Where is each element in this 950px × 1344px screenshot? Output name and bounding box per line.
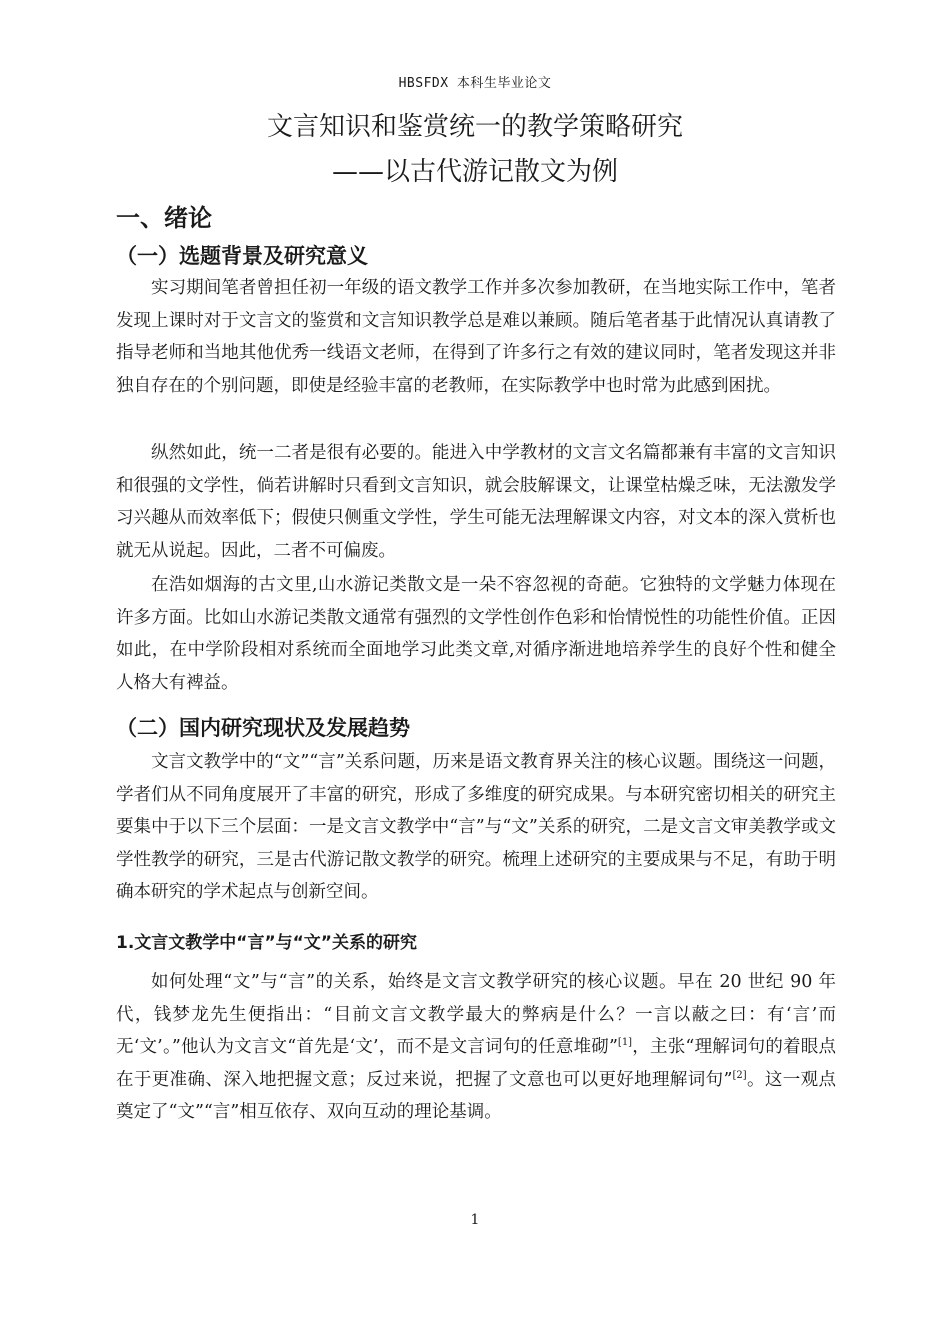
citation-ref-2: [2] — [732, 1069, 747, 1081]
subsubsection-heading-yan-wen: 1.文言文教学中“言”与“文”关系的研究 — [116, 933, 417, 953]
paragraph-background-3: 在浩如烟海的古文里,山水游记类散文是一朵不容忽视的奇葩。它独特的文学魅力体现在许多方面。比如山水游记类散文通常有强烈的文学性创作色彩和怡情悦性的功能性价值。正因如此，在中学阶段相对系统而全面地学习此类文章,对循序渐进地培养学生的良好个性和健全人格大有裨益。 — [116, 575, 836, 693]
paragraph-text-part3: 。这一观点奠定了“文”“言”相互依存、双向互动的理论基调。 — [116, 1069, 836, 1123]
page-number: 1 — [470, 1212, 480, 1228]
paragraph-text-part1: 如何处理“文”与“言”的关系，始终是文言文教学研究的核心议题。早在 20 世纪 90 年代，钱梦龙先生便指出：“目前文言文教学最大的弊病是什么？一言以蔽之曰：有‘言’而无‘文’。”他认为文言文“首先是‘文’，而不是文言词句的任意堆砌” — [116, 972, 836, 1058]
subsection-heading-background: （一）选题背景及研究意义 — [116, 244, 368, 268]
paragraph-background-2: 纵然如此，统一二者是很有必要的。能进入中学教材的文言文名篇都兼有丰富的文言知识和很强的文学性，倘若讲解时只看到文言知识，就会肢解课文，让课堂枯燥乏味，无法激发学习兴趣从而效率低下；假使只侧重文学性，学生可能无法理解课文内容，对文本的深入赏析也就无从说起。因此，二者不可偏废。 — [116, 443, 836, 561]
paragraph-yan-wen — [116, 966, 836, 1129]
paragraph-text-part2: ，主张“理解词句的着眼点在于更准确、深入地把握文意；反过来说，把握了文意也可以更好地理解词句” — [116, 1037, 837, 1090]
running-header: HBSFDX 本科生毕业论文 — [398, 76, 552, 91]
citation-ref-1: [1] — [617, 1037, 633, 1049]
paragraph-background-1: 实习期间笔者曾担任初一年级的语文教学工作并多次参加教研，在当地实际工作中，笔者发现上课时对于文言文的鉴赏和文言知识教学总是难以兼顾。随后笔者基于此情况认真请教了指导老师和当地其他优秀一线语文老师，在得到了许多行之有效的建议同时，笔者发现这并非独自存在的个别问题，即使是经验丰富的老教师，在实际教学中也时常为此感到困扰。 — [116, 278, 836, 396]
paragraph-research-status: 文言文教学中的“文”“言”关系问题，历来是语文教育界关注的核心议题。围绕这一问题，学者们从不同角度展开了丰富的研究，形成了多维度的研究成果。与本研究密切相关的研究主要集中于以下三个层面：一是文言文教学中“言”与“文”关系的研究，二是文言文审美教学或文学性教学的研究，三是古代游记散文教学的研究。梳理上述研究的主要成果与不足，有助于明确本研究的学术起点与创新空间。 — [116, 752, 836, 903]
subsection-heading-research-status: （二）国内研究现状及发展趋势 — [116, 716, 410, 740]
section-heading-introduction: 一、绪论 — [116, 204, 212, 232]
thesis-title: 文言知识和鉴赏统一的教学策略研究 — [266, 112, 683, 142]
thesis-subtitle: ——以古代游记散文为例 — [331, 157, 618, 187]
